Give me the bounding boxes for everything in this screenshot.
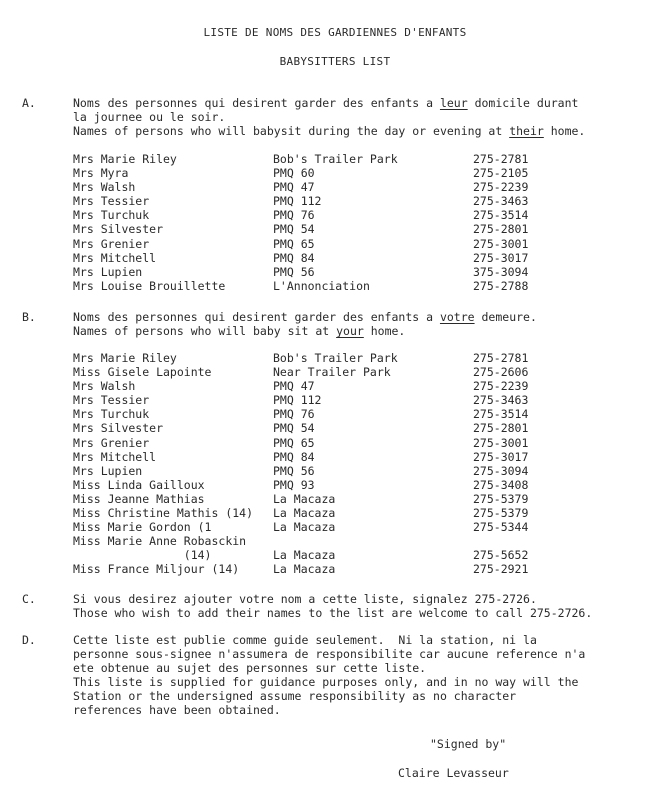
section-b-english-line	[73, 324, 633, 338]
phone-cell: 275-3017	[473, 449, 529, 464]
name-cell: Mrs Turchuk	[73, 407, 150, 422]
phone-cell: 275-2801	[473, 421, 529, 436]
list-row	[73, 351, 573, 365]
text-fragment: home.	[363, 324, 406, 338]
name-cell: Mrs Silvester	[73, 222, 164, 237]
location-cell: PMQ 65	[273, 236, 315, 251]
name-cell: Mrs Grenier	[73, 236, 150, 251]
list-row	[73, 251, 573, 265]
section-a-french-line1	[73, 96, 633, 110]
name-cell: Miss Marie Gordon (1	[73, 520, 212, 535]
list-row	[73, 450, 573, 464]
phone-cell: 275-2606	[473, 365, 529, 380]
name-cell: Miss Gisele Lapointe	[73, 365, 212, 380]
emphasis-votre: votre	[439, 310, 475, 324]
section-d-line: Station or the undersigned assume responsibility as no character	[73, 689, 517, 703]
location-cell: PMQ 65	[273, 435, 315, 450]
location-cell: L'Annonciation	[273, 278, 370, 293]
location-cell: La Macaza	[273, 506, 336, 521]
location-cell: PMQ 56	[273, 463, 315, 478]
section-b-intro	[73, 310, 633, 338]
list-row	[73, 421, 573, 435]
phone-cell	[473, 534, 573, 548]
section-d-text	[73, 633, 633, 717]
phone-cell: 375-3094	[473, 264, 529, 279]
location-cell: La Macaza	[273, 491, 336, 506]
emphasis-their: their	[509, 124, 544, 138]
name-cell: Mrs Walsh	[73, 180, 136, 195]
location-cell: Bob's Trailer Park	[273, 152, 398, 166]
list-row	[73, 520, 573, 534]
list-row	[73, 506, 573, 520]
section-a-english-line	[73, 124, 633, 138]
list-row	[73, 365, 573, 379]
phone-cell: 275-3514	[473, 407, 529, 422]
list-row	[73, 436, 573, 450]
location-cell: PMQ 112	[273, 393, 322, 408]
section-d-line: personne sous-signee n'assumera de responsibilite car aucune reference n'a	[73, 647, 586, 661]
location-cell: PMQ 84	[273, 449, 315, 464]
phone-cell: 275-3463	[473, 393, 529, 408]
phone-cell: 275-3094	[473, 463, 529, 478]
location-cell: PMQ 84	[273, 250, 315, 265]
text-fragment: domicile durant	[467, 96, 579, 110]
section-c-text	[73, 592, 633, 620]
name-cell: Mrs Walsh	[73, 379, 136, 394]
name-cell: Mrs Tessier	[73, 393, 150, 408]
section-d-line: ete obtenue au sujet des personnes sur cette liste.	[73, 661, 427, 675]
section-b-french-line	[73, 310, 633, 324]
section-b-list	[73, 351, 573, 577]
list-row	[73, 152, 573, 166]
location-cell: PMQ 60	[273, 166, 315, 181]
text-fragment: home.	[543, 124, 586, 138]
name-cell: Mrs Marie Riley	[73, 152, 177, 166]
phone-cell: 275-2781	[473, 152, 529, 166]
section-a-intro	[73, 96, 633, 138]
title-english: BABYSITTERS LIST	[279, 55, 391, 68]
location-cell: PMQ 54	[273, 421, 315, 436]
location-cell	[273, 534, 473, 548]
section-c-french-line: Si vous desirez ajouter votre nom a cette liste, signalez 275-2726.	[73, 592, 537, 606]
name-cell: Mrs Silvester	[73, 421, 164, 436]
text-fragment: Names of persons who will babysit during the day or evening at	[73, 124, 510, 138]
location-cell: La Macaza	[273, 548, 336, 563]
phone-cell: 275-5344	[473, 520, 529, 535]
list-row	[73, 534, 573, 548]
list-row	[73, 237, 573, 251]
name-cell: Miss Marie Anne Robasckin	[73, 534, 247, 549]
section-a-list	[73, 152, 573, 293]
list-row	[73, 379, 573, 393]
phone-cell: 275-3514	[473, 208, 529, 223]
list-row	[73, 166, 573, 180]
list-row	[73, 208, 573, 222]
name-cell: Mrs Louise Brouillette	[73, 278, 226, 293]
location-cell: PMQ 76	[273, 407, 315, 422]
section-d-marker: D.	[22, 633, 36, 647]
phone-cell: 275-2788	[473, 278, 529, 293]
list-row	[73, 393, 573, 407]
location-cell: La Macaza	[273, 562, 336, 577]
list-row	[73, 478, 573, 492]
phone-cell: 275-3408	[473, 477, 529, 492]
location-cell: Bob's Trailer Park	[273, 351, 398, 365]
emphasis-your: your	[336, 324, 364, 338]
phone-cell: 275-2105	[473, 166, 529, 181]
list-row	[73, 492, 573, 506]
list-row	[73, 180, 573, 194]
section-d-line: Cette liste est publie comme guide seulement. Ni la station, ni la	[73, 633, 537, 647]
phone-cell: 275-2921	[473, 562, 529, 577]
phone-cell: 275-3463	[473, 194, 529, 209]
name-cell: Mrs Myra	[73, 166, 129, 181]
phone-cell: 275-2801	[473, 222, 529, 237]
phone-cell: 275-3001	[473, 435, 529, 450]
name-cell: Miss Linda Gailloux	[73, 477, 205, 492]
name-cell: Mrs Marie Riley	[73, 351, 177, 365]
location-cell: PMQ 93	[273, 477, 315, 492]
location-cell: PMQ 112	[273, 194, 322, 209]
list-row	[73, 562, 573, 576]
phone-cell: 275-2239	[473, 180, 529, 195]
text-fragment: Noms des personnes qui desirent garder des enfants a	[73, 310, 440, 324]
location-cell: PMQ 47	[273, 379, 315, 394]
list-row	[73, 464, 573, 478]
section-a-marker: A.	[22, 96, 36, 110]
section-c-marker: C.	[22, 592, 36, 606]
signer-name: Claire Levasseur	[398, 766, 509, 780]
location-cell: Near Trailer Park	[273, 365, 391, 380]
signed-by-label: "Signed by"	[430, 737, 507, 751]
name-cell: Mrs Grenier	[73, 435, 150, 450]
list-row	[73, 194, 573, 208]
name-cell: Mrs Turchuk	[73, 208, 150, 223]
phone-cell: 275-2239	[473, 379, 529, 394]
text-fragment: Noms des personnes qui desirent garder des enfants a	[73, 96, 440, 110]
list-row	[73, 548, 573, 562]
list-row	[73, 265, 573, 279]
name-cell: Mrs Tessier	[73, 194, 150, 209]
location-cell: La Macaza	[273, 520, 336, 535]
section-b-marker: B.	[22, 310, 36, 324]
location-cell: PMQ 76	[273, 208, 315, 223]
text-fragment: demeure.	[474, 310, 537, 324]
emphasis-leur: leur	[439, 96, 468, 110]
phone-cell: 275-5379	[473, 506, 529, 521]
section-a-french-line2: la journee ou le soir.	[73, 110, 226, 124]
name-cell: Miss Christine Mathis (14)	[73, 506, 254, 521]
name-cell: Mrs Lupien	[73, 264, 143, 279]
name-cell: Mrs Lupien	[73, 463, 143, 478]
name-cell: Miss France Miljour (14)	[73, 562, 240, 577]
phone-cell: 275-2781	[473, 351, 529, 365]
text-fragment: Names of persons who will baby sit at	[73, 324, 337, 338]
list-row	[73, 407, 573, 421]
location-cell: PMQ 47	[273, 180, 315, 195]
list-row	[73, 222, 573, 236]
location-cell: PMQ 54	[273, 222, 315, 237]
phone-cell: 275-5379	[473, 491, 529, 506]
name-cell: Mrs Mitchell	[73, 250, 157, 265]
list-row	[73, 279, 573, 293]
section-d-line: This liste is supplied for guidance purposes only, and in no way will the	[73, 675, 579, 689]
title-french: LISTE DE NOMS DES GARDIENNES D'ENFANTS	[203, 26, 467, 39]
name-cell: (14)	[73, 548, 212, 563]
phone-cell: 275-3017	[473, 250, 529, 265]
location-cell: PMQ 56	[273, 264, 315, 279]
name-cell: Mrs Mitchell	[73, 449, 157, 464]
section-c-english-line: Those who wish to add their names to the list are welcome to call 275-2726.	[73, 606, 593, 620]
section-d-line: references have been obtained.	[73, 703, 281, 717]
name-cell: Miss Jeanne Mathias	[73, 491, 205, 506]
phone-cell: 275-3001	[473, 236, 529, 251]
phone-cell: 275-5652	[473, 548, 529, 563]
